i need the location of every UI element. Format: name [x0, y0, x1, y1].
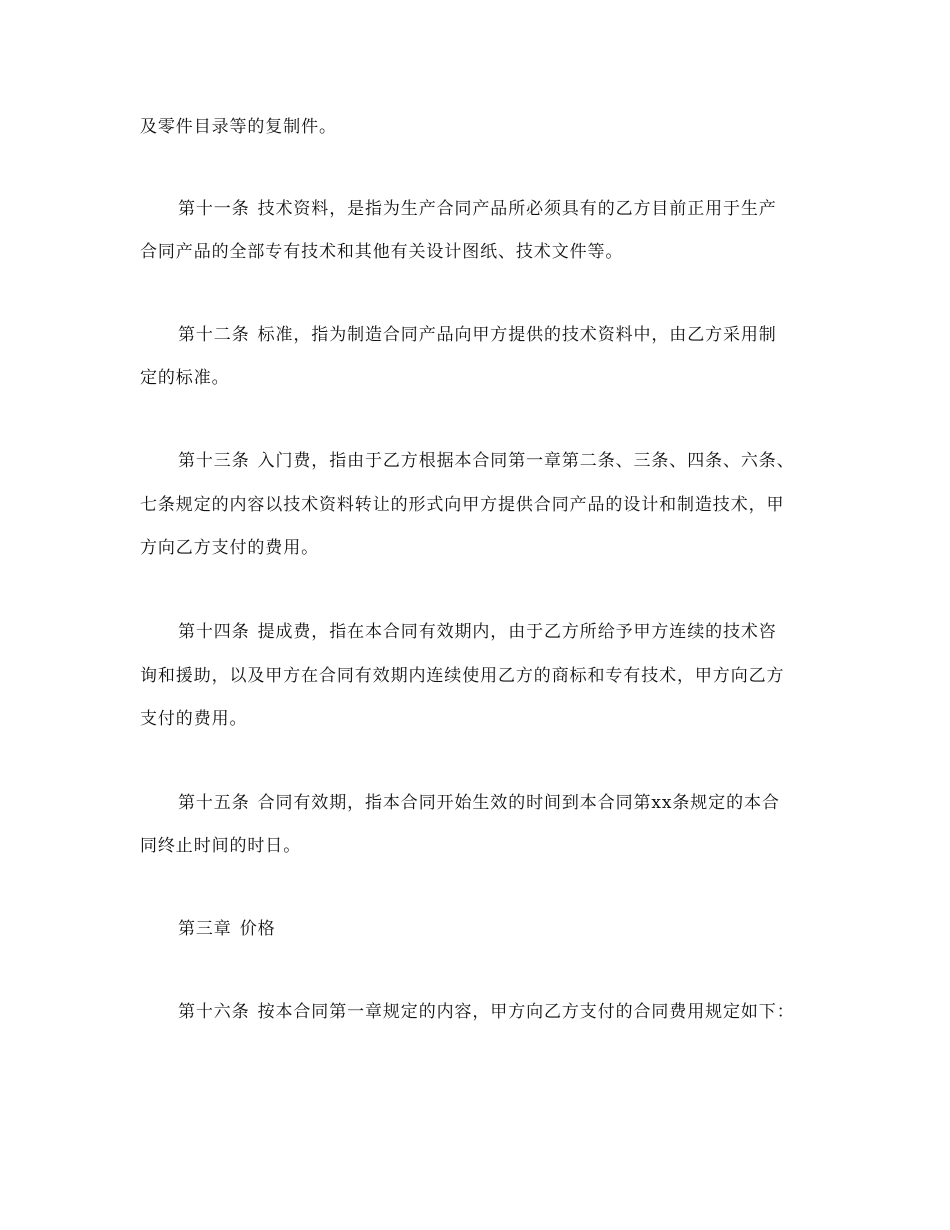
article-14-line — [140, 665, 820, 687]
paragraph-line: 按本合同第一章规定的内容，甲方向乙方支付的合同费用规定如下： — [257, 1002, 795, 1022]
paragraph-line: 定的标准。 — [140, 368, 230, 388]
article-15-first-line — [178, 792, 858, 814]
paragraph-line: 合同有效期，指本合同开始生效的时间到本合同第xx条规定的本合 — [257, 793, 780, 813]
paragraph-line: 合同产品的全部专有技术和其他有关设计图纸、技术文件等。 — [140, 242, 624, 262]
article-heading: 第十二条 — [178, 325, 250, 345]
paragraph-line: 支付的费用。 — [140, 709, 248, 729]
article-heading: 第十三条 — [178, 451, 250, 471]
paragraph-continuation — [140, 116, 820, 138]
paragraph-line: 提成费，指在本合同有效期内，由于乙方所给予甲方连续的技术咨 — [257, 622, 777, 642]
article-13-first-line — [178, 450, 858, 472]
chapter-number: 第三章 — [178, 919, 232, 939]
paragraph-line: 同终止时间的时日。 — [140, 836, 302, 856]
article-14-first-line — [178, 621, 858, 643]
article-13-line — [140, 537, 820, 559]
article-heading: 第十一条 — [178, 199, 250, 219]
article-heading: 第十五条 — [178, 793, 250, 813]
article-12-line — [140, 367, 820, 389]
chapter-3-heading — [178, 918, 858, 940]
paragraph-line: 询和援助，以及甲方在合同有效期内连续使用乙方的商标和专有技术，甲方向乙方 — [140, 666, 785, 686]
article-heading: 第十六条 — [178, 1002, 250, 1022]
paragraph-line: 技术资料，是指为生产合同产品所必须具有的乙方目前正用于生产 — [257, 199, 777, 219]
article-16-first-line — [178, 1001, 858, 1023]
article-14-line — [140, 708, 820, 730]
article-11-line — [140, 241, 820, 263]
paragraph-line: 标准，指为制造合同产品向甲方提供的技术资料中，由乙方采用制 — [257, 325, 777, 345]
article-13-line — [140, 494, 820, 516]
article-12-first-line — [178, 324, 858, 346]
article-heading: 第十四条 — [178, 622, 250, 642]
paragraph-line: 七条规定的内容以技术资料转让的形式向甲方提供合同产品的设计和制造技术，甲 — [140, 495, 785, 515]
paragraph-line: 方向乙方支付的费用。 — [140, 538, 319, 558]
chapter-title: 价格 — [239, 919, 276, 939]
article-11-first-line — [178, 198, 858, 220]
article-15-line — [140, 835, 820, 857]
paragraph-line: 入门费，指由于乙方根据本合同第一章第二条、三条、四条、六条、 — [257, 451, 795, 471]
paragraph-line: 及零件目录等的复制件。 — [140, 117, 337, 137]
